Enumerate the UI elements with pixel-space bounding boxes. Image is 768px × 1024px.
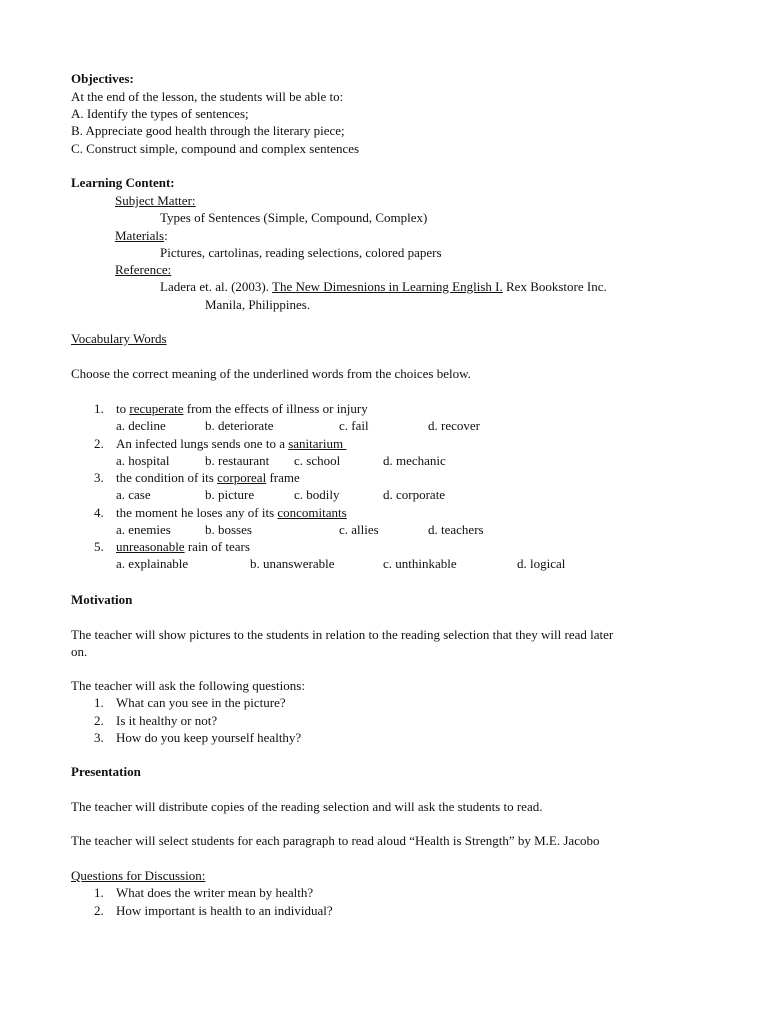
motivation-question-number: 3. xyxy=(94,730,104,745)
objective-item: A. Identify the types of sentences; xyxy=(71,106,249,121)
motivation-question: Is it healthy or not? xyxy=(116,713,218,728)
vocab-item-number: 3. xyxy=(94,470,104,485)
vocab-item xyxy=(116,436,346,452)
motivation-question-number: 1. xyxy=(94,695,104,710)
motivation-paragraph: on. xyxy=(71,644,88,659)
objectives-intro: At the end of the lesson, the students will be able to: xyxy=(71,89,344,104)
discussion-heading: Questions for Discussion: xyxy=(71,868,206,883)
learning-content-heading: Learning Content: xyxy=(71,175,175,190)
vocab-word: recuperate xyxy=(129,401,184,416)
vocab-choice: a. explainable xyxy=(116,556,189,571)
reference-prefix: Ladera et. al. (2003). xyxy=(160,279,273,294)
vocab-choice: d. teachers xyxy=(428,522,484,537)
objective-item: C. Construct simple, compound and complex sentences xyxy=(71,141,360,156)
vocab-item xyxy=(116,401,368,417)
vocab-choice: d. recover xyxy=(428,418,480,433)
motivation-question: What can you see in the picture? xyxy=(116,695,286,710)
vocab-item-number: 4. xyxy=(94,505,104,520)
vocab-item-pre: An infected lungs sends one to a xyxy=(116,436,289,451)
vocab-choice: a. case xyxy=(116,487,151,502)
subject-matter-label: Subject Matter: xyxy=(115,193,196,208)
vocab-choice: a. decline xyxy=(116,418,166,433)
vocabulary-instruction: Choose the correct meaning of the underlined words from the choices below. xyxy=(71,366,471,381)
vocab-choice: b. unanswerable xyxy=(250,556,335,571)
motivation-questions-intro: The teacher will ask the following questions: xyxy=(71,678,305,693)
vocab-item-pre: to xyxy=(116,401,130,416)
presentation-paragraph: The teacher will select students for each paragraph to read aloud “Health is Strength” by M.E. Jacobo xyxy=(71,833,600,848)
motivation-heading: Motivation xyxy=(71,592,133,607)
vocab-choice: c. unthinkable xyxy=(383,556,457,571)
vocab-item xyxy=(116,470,300,486)
vocab-word: corporeal xyxy=(217,470,267,485)
presentation-heading: Presentation xyxy=(71,764,141,779)
vocab-choice: c. allies xyxy=(339,522,379,537)
vocab-choice: c. school xyxy=(294,453,341,468)
materials-value: Pictures, cartolinas, reading selections, colored papers xyxy=(160,245,442,260)
reference-label: Reference: xyxy=(115,262,172,277)
reference-title: The New Dimesnions in Learning English I. xyxy=(272,279,503,294)
discussion-question-number: 1. xyxy=(94,885,104,900)
reference-suffix: Rex Bookstore Inc. xyxy=(502,279,607,294)
materials-colon: : xyxy=(164,228,168,243)
vocab-item-number: 1. xyxy=(94,401,104,416)
vocab-choice: d. corporate xyxy=(383,487,446,502)
vocab-choice: d. logical xyxy=(517,556,566,571)
vocab-item-pre: the moment he loses any of its xyxy=(116,505,278,520)
vocab-choice: b. bosses xyxy=(205,522,252,537)
discussion-question-number: 2. xyxy=(94,903,104,918)
vocab-item xyxy=(116,505,347,521)
vocab-choice: c. fail xyxy=(339,418,369,433)
motivation-question: How do you keep yourself healthy? xyxy=(116,730,302,745)
vocab-word: unreasonable xyxy=(116,539,185,554)
vocab-choice: d. mechanic xyxy=(383,453,446,468)
reference-citation xyxy=(160,279,607,295)
materials-label: Materials xyxy=(115,228,165,243)
vocab-choice: c. bodily xyxy=(294,487,340,502)
motivation-question-number: 2. xyxy=(94,713,104,728)
materials-line xyxy=(115,228,168,244)
vocab-word: sanitarium xyxy=(288,436,347,451)
subject-matter-value: Types of Sentences (Simple, Compound, Complex) xyxy=(160,210,428,225)
vocab-choice: a. hospital xyxy=(116,453,170,468)
vocab-item-number: 5. xyxy=(94,539,104,554)
vocab-choice: b. picture xyxy=(205,487,255,502)
vocab-choice: b. deteriorate xyxy=(205,418,274,433)
presentation-paragraph: The teacher will distribute copies of the reading selection and will ask the students to read. xyxy=(71,799,543,814)
vocab-item-post: from the effects of illness or injury xyxy=(183,401,368,416)
vocab-choice: b. restaurant xyxy=(205,453,270,468)
reference-line2: Manila, Philippines. xyxy=(205,297,311,312)
motivation-paragraph: The teacher will show pictures to the students in relation to the reading selection that they will read later xyxy=(71,627,614,642)
objective-item: B. Appreciate good health through the literary piece; xyxy=(71,123,345,138)
vocabulary-heading: Vocabulary Words xyxy=(71,331,167,346)
vocab-item xyxy=(116,539,250,555)
vocab-item-post: frame xyxy=(266,470,300,485)
vocab-word: concomitants xyxy=(277,505,347,520)
vocab-item-pre: the condition of its xyxy=(116,470,218,485)
objectives-heading: Objectives: xyxy=(71,71,134,86)
vocab-item-post: rain of tears xyxy=(184,539,250,554)
vocab-choice: a. enemies xyxy=(116,522,171,537)
discussion-question: How important is health to an individual? xyxy=(116,903,333,918)
vocab-item-number: 2. xyxy=(94,436,104,451)
discussion-question: What does the writer mean by health? xyxy=(116,885,314,900)
